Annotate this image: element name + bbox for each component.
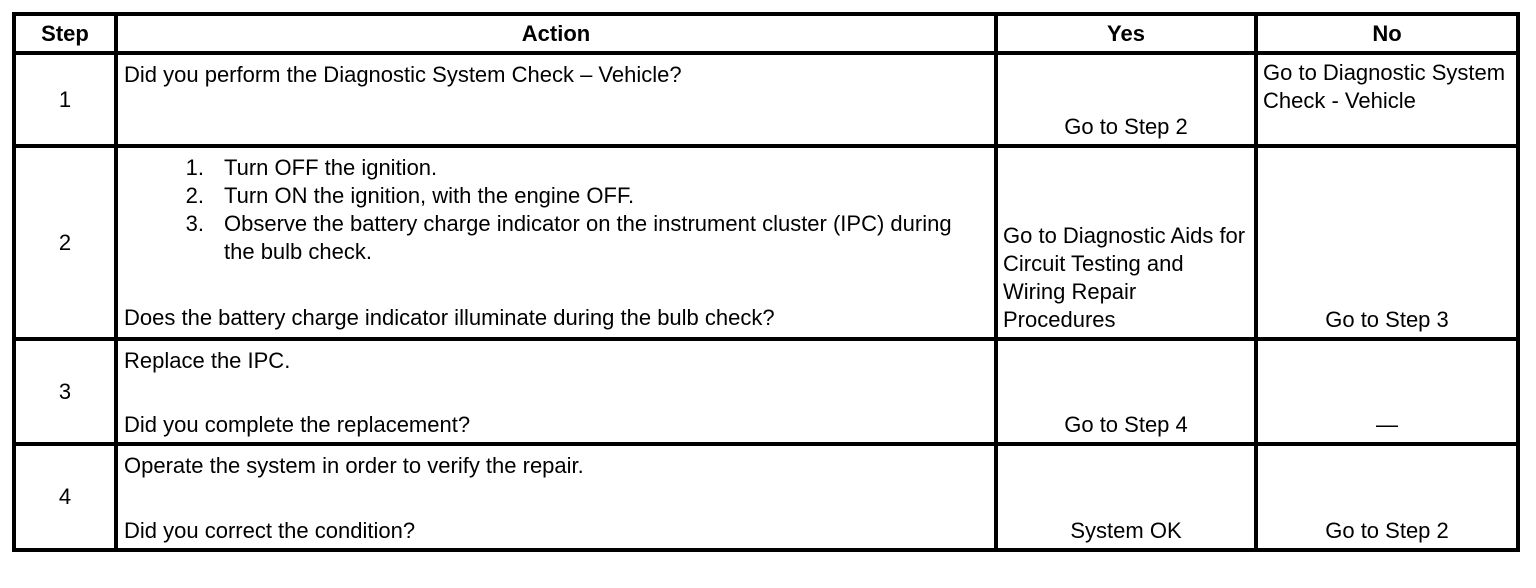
no-cell: Go to Diagnostic System Check - Vehicle — [1256, 53, 1518, 146]
step-number: 2 — [14, 146, 116, 339]
substep-item — [124, 210, 988, 266]
header-yes: Yes — [996, 14, 1256, 53]
step-number: 4 — [14, 444, 116, 550]
substep-number: 1. — [185, 155, 204, 180]
header-row — [14, 14, 1518, 53]
substep-number: 2. — [185, 183, 204, 208]
header-step: Step — [14, 14, 116, 53]
table-row — [14, 53, 1518, 146]
table-row — [14, 339, 1518, 444]
yes-cell: Go to Diagnostic Aids for Circuit Testing and Wiring Repair Procedures — [996, 146, 1256, 339]
action-cell — [116, 146, 996, 339]
action-cell — [116, 339, 996, 444]
no-cell: Go to Step 3 — [1256, 146, 1518, 339]
substep-text: Turn ON the ignition, with the engine OFF. — [224, 183, 635, 208]
substep-item — [124, 182, 988, 210]
substep-list — [124, 154, 988, 266]
diagnostic-table — [12, 12, 1520, 552]
action-instruction: Replace the IPC. — [124, 348, 291, 373]
substep-number: 3. — [185, 211, 204, 236]
header-no: No — [1256, 14, 1518, 53]
yes-cell: System OK — [996, 444, 1256, 550]
no-cell: — — [1256, 339, 1518, 444]
yes-cell: Go to Step 2 — [996, 53, 1256, 146]
action-question: Does the battery charge indicator illuminate during the bulb check? — [124, 305, 775, 330]
substep-text: Turn OFF the ignition. — [224, 155, 438, 180]
table-row — [14, 444, 1518, 550]
substep-item — [124, 154, 988, 182]
yes-cell: Go to Step 4 — [996, 339, 1256, 444]
header-action: Action — [116, 14, 996, 53]
action-cell — [116, 444, 996, 550]
action-question: Did you complete the replacement? — [124, 412, 471, 437]
step-number: 3 — [14, 339, 116, 444]
step-number: 1 — [14, 53, 116, 146]
action-question: Did you perform the Diagnostic System Check – Vehicle? — [124, 62, 682, 87]
table-row — [14, 146, 1518, 339]
action-cell — [116, 53, 996, 146]
diagnostic-table-container — [12, 12, 1516, 552]
action-instruction: Operate the system in order to verify the repair. — [124, 453, 584, 478]
no-cell: Go to Step 2 — [1256, 444, 1518, 550]
action-question: Did you correct the condition? — [124, 518, 416, 543]
substep-text: Observe the battery charge indicator on the instrument cluster (IPC) during the bulb check. — [224, 211, 952, 264]
